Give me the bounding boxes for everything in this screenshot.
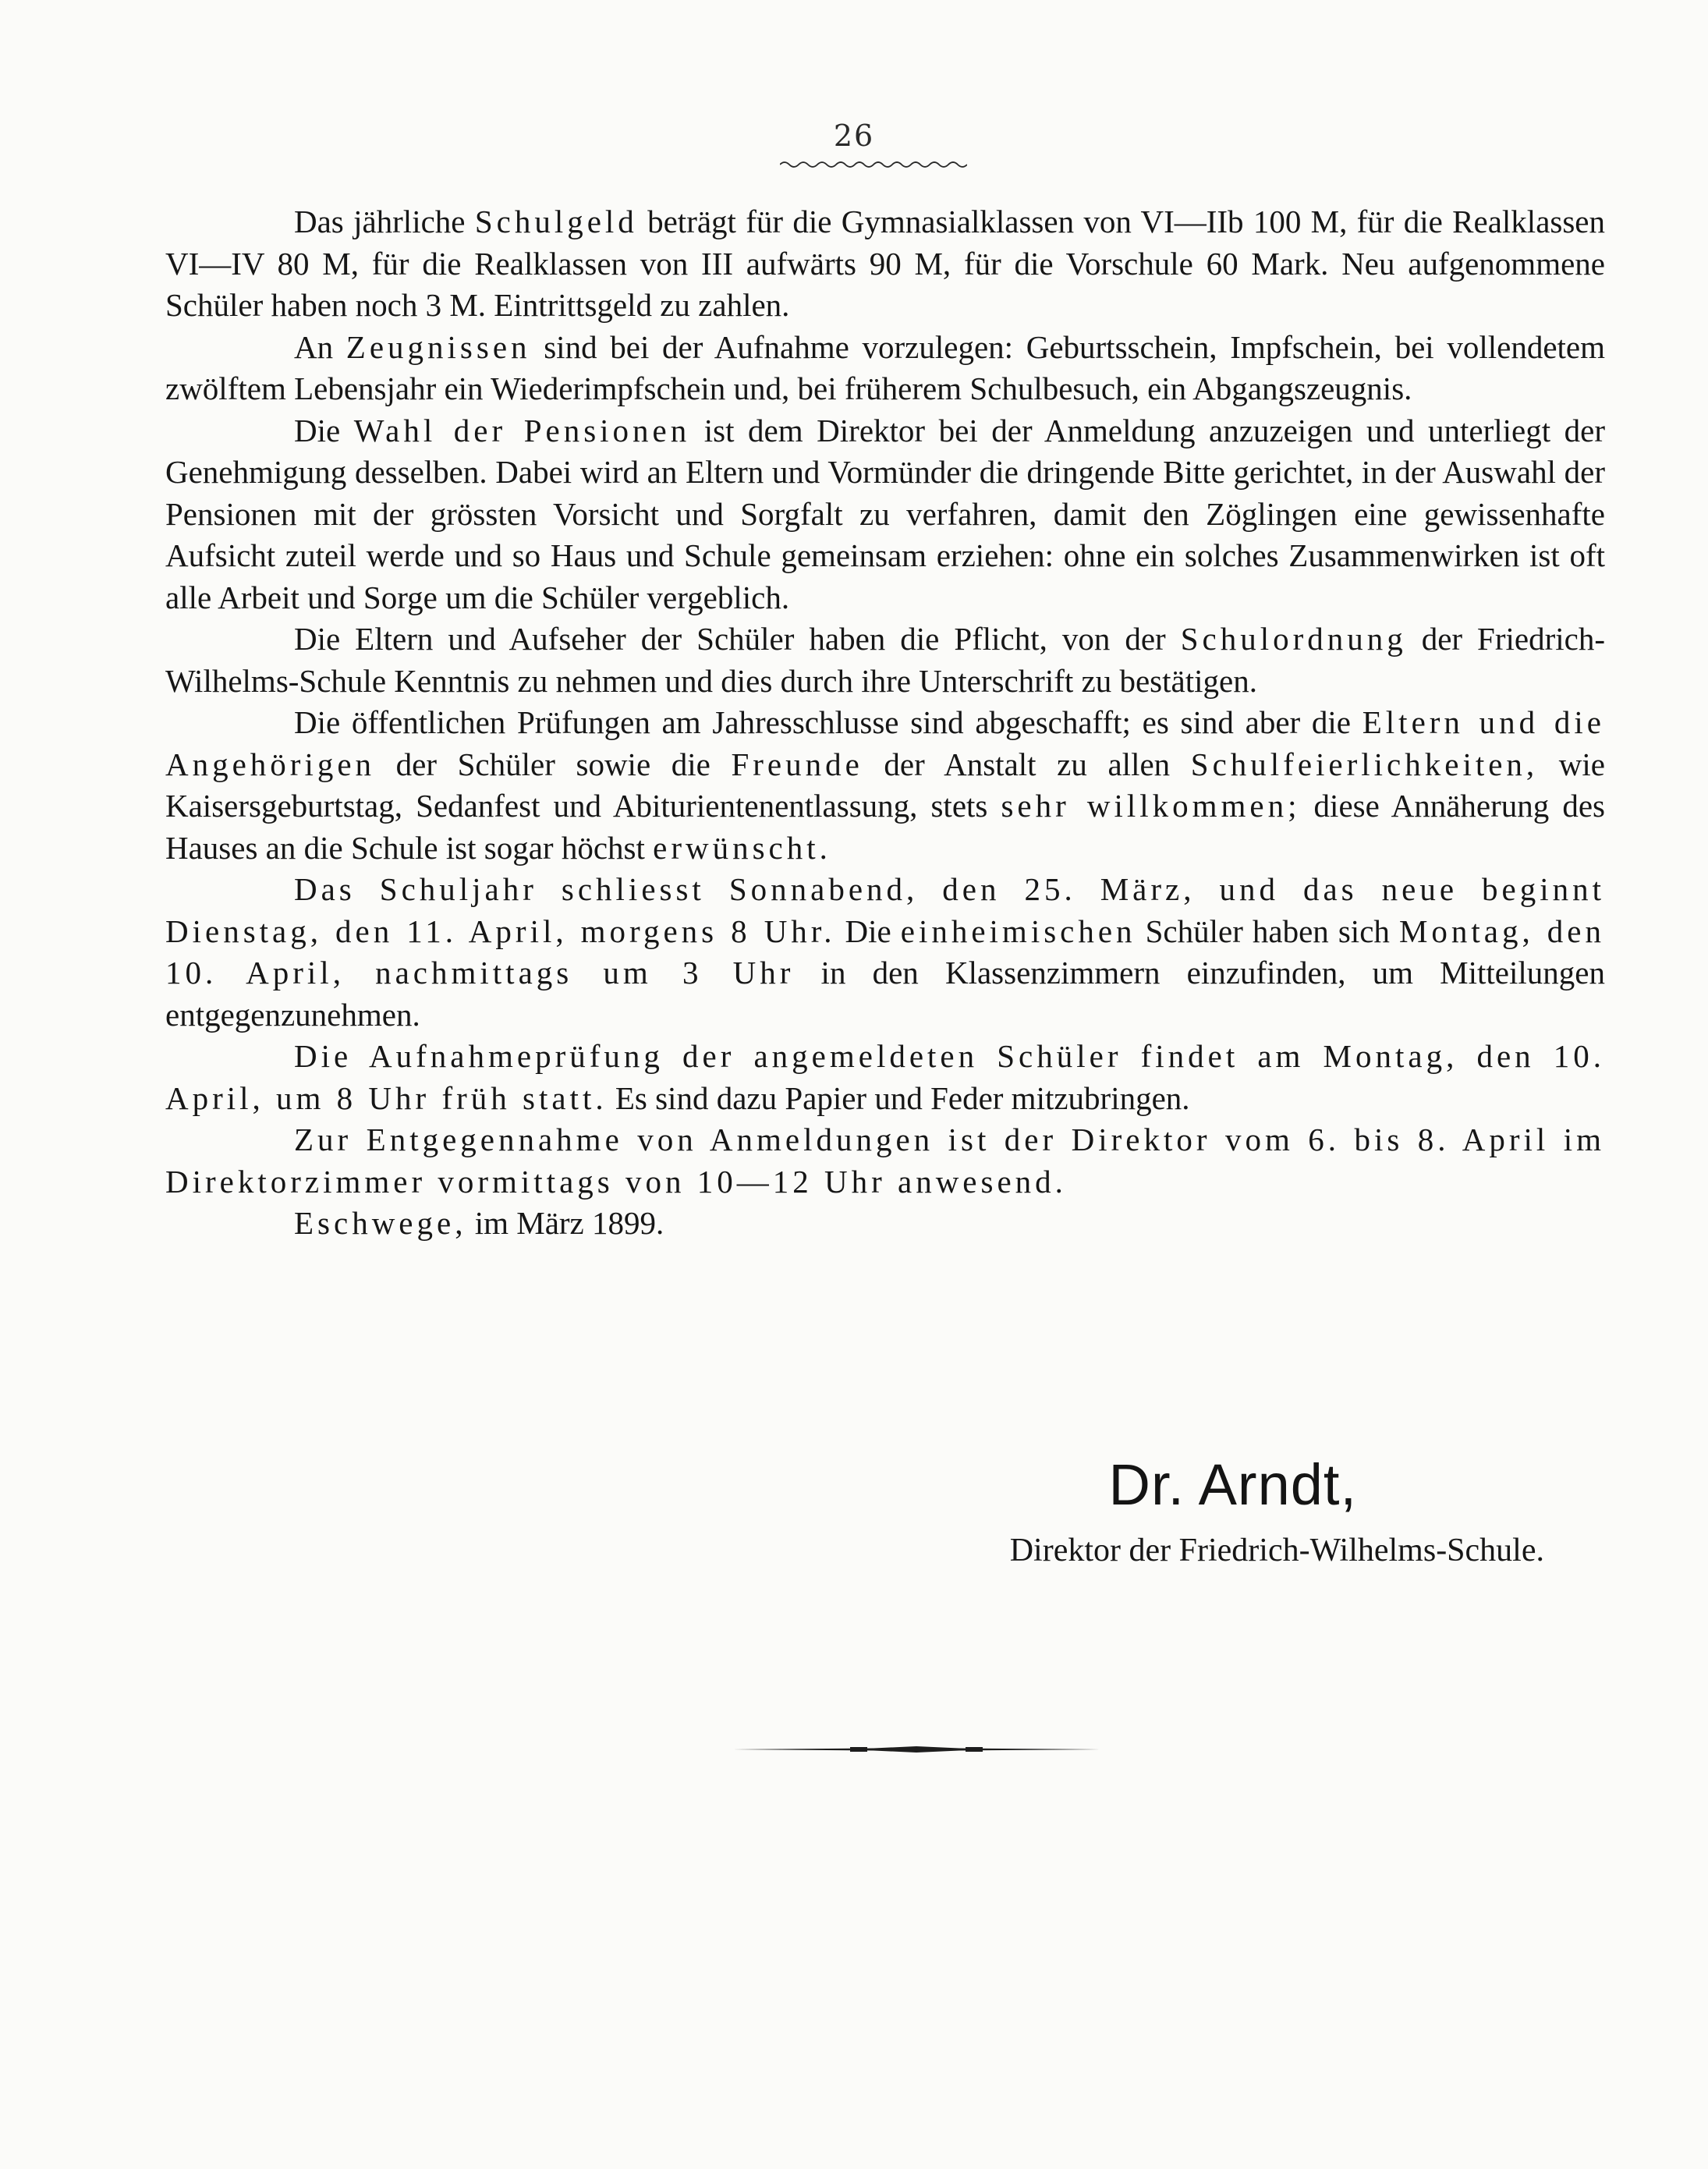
wavy-rule-ornament xyxy=(780,159,967,170)
page-number: 26 xyxy=(833,119,875,153)
paragraph-aufnahmepruefung: Die Aufnahmeprüfung der angemeldeten Schüler findet am Montag, den 10. April, um 8 Uhr früh statt. Es sind dazu Papier und Feder mitzubringen. xyxy=(165,1038,1605,1116)
paragraph-schulgeld: Das jährliche Schulgeld beträgt für die Gymnasialklassen von VI—IIb 100 M, für die Realklassen VI—IV 80 M, für die Realklassen von III aufwärts 90 M, für die Vorschule 60 Mark. Neu aufgenommene Schüler haben noch 3 M. Eintrittsgeld zu zahlen. xyxy=(165,204,1605,323)
emphasis-term: erwünscht. xyxy=(653,829,831,866)
emphasis-term: Schulgeld xyxy=(474,204,638,239)
emphasis-term: Zur Entgegennahme von Anmeldungen ist der Direktor vom 6. bis 8. April im Direktorzimmer vormittags von 10—12 Uhr anwesend. xyxy=(165,1122,1605,1200)
paragraph-anmeldungen xyxy=(165,1119,1605,1203)
signature-title: Direktor der Friedrich-Wilhelms-Schule. xyxy=(1009,1533,1544,1568)
emphasis-term: Eltern und die Angehörigen xyxy=(165,704,1605,782)
place-name: Eschwege, xyxy=(294,1205,467,1241)
ornamental-rule xyxy=(733,1744,1100,1755)
paragraph-pruefungen: Die öffentlichen Prüfungen am Jahresschlusse sind abgeschafft; es sind aber die Eltern und die Angehörigen der Schüler sowie die Freunde der Anstalt zu allen Schulfeierlichkeiten, wie Kaisersgeburtstag, Sedanfest und Abiturientenentlassung, stets sehr willkommen; diese Annäherung des Hauses an die Schule ist sogar höchst erwünscht. xyxy=(165,704,1605,866)
emphasis-term: einheimischen xyxy=(900,913,1136,949)
emphasis-term: Schulordnung xyxy=(1180,621,1407,657)
paragraph-zeugnisse: An Zeugnissen sind bei der Aufnahme vorzulegen: Geburtsschein, Impfschein, bei vollendetem zwölftem Lebensjahr ein Wiederimpfschein und, bei früherem Schulbesuch, ein Abgangszeugnis. xyxy=(165,328,1606,406)
emphasis-term: Die Aufnahmeprüfung der angemeldeten Schüler findet am Montag, den 10. April, um 8 Uhr früh statt. xyxy=(165,1038,1605,1116)
emphasis-term: Freunde xyxy=(731,746,863,782)
emphasis-term: Zeugnissen xyxy=(345,328,531,365)
emphasis-term: Das Schuljahr schliesst Sonnabend, den 25. März, und das neue beginnt Dienstag, den 11. April, morgens 8 Uhr. xyxy=(165,871,1605,949)
signature-name: Dr. Arndt, xyxy=(1108,1452,1357,1517)
paragraph-pensionen: Die Wahl der Pensionen ist dem Direktor bei der Anmeldung anzuzeigen und unterliegt der Genehmigung desselben. Dabei wird an Eltern und Vormünder die dringende Bitte gerichtet, in der Auswahl der Pensionen mit der grössten Vorsicht und Sorgfalt zu verfahren, damit den Zöglingen eine gewissenhafte Aufsicht zuteil werde und so Haus und Schule gemeinsam erziehen: ohne ein solches Zusammenwirken ist oft alle Arbeit und Sorge um die Schüler vergeblich. xyxy=(165,412,1605,615)
emphasis-term: Schulfeierlichkeiten, xyxy=(1190,746,1539,782)
body-text xyxy=(165,201,1605,1245)
emphasis-term: Montag, den 10. April, nachmittags um 3 Uhr xyxy=(165,913,1605,991)
emphasis-term: Wahl der Pensionen xyxy=(353,412,691,448)
emphasis-term: sehr willkommen; xyxy=(1001,788,1301,824)
paragraph-ort-datum: Eschwege, im März 1899. xyxy=(294,1205,664,1241)
signature-block xyxy=(819,1452,1568,1569)
paragraph-schulordnung: Die Eltern und Aufseher der Schüler haben die Pflicht, von der Schulordnung der Friedrich-Wilhelms-Schule Kenntnis zu nehmen und dies durch ihre Unterschrift zu bestätigen. xyxy=(165,621,1605,699)
paragraph-schuljahr: Das Schuljahr schliesst Sonnabend, den 25. März, und das neue beginnt Dienstag, den 11. April, morgens 8 Uhr. Die einheimischen Schüler haben sich Montag, den 10. April, nachmittags um 3 Uhr in den Klassenzimmern einzufinden, um Mitteilungen entgegenzunehmen. xyxy=(165,871,1605,1033)
